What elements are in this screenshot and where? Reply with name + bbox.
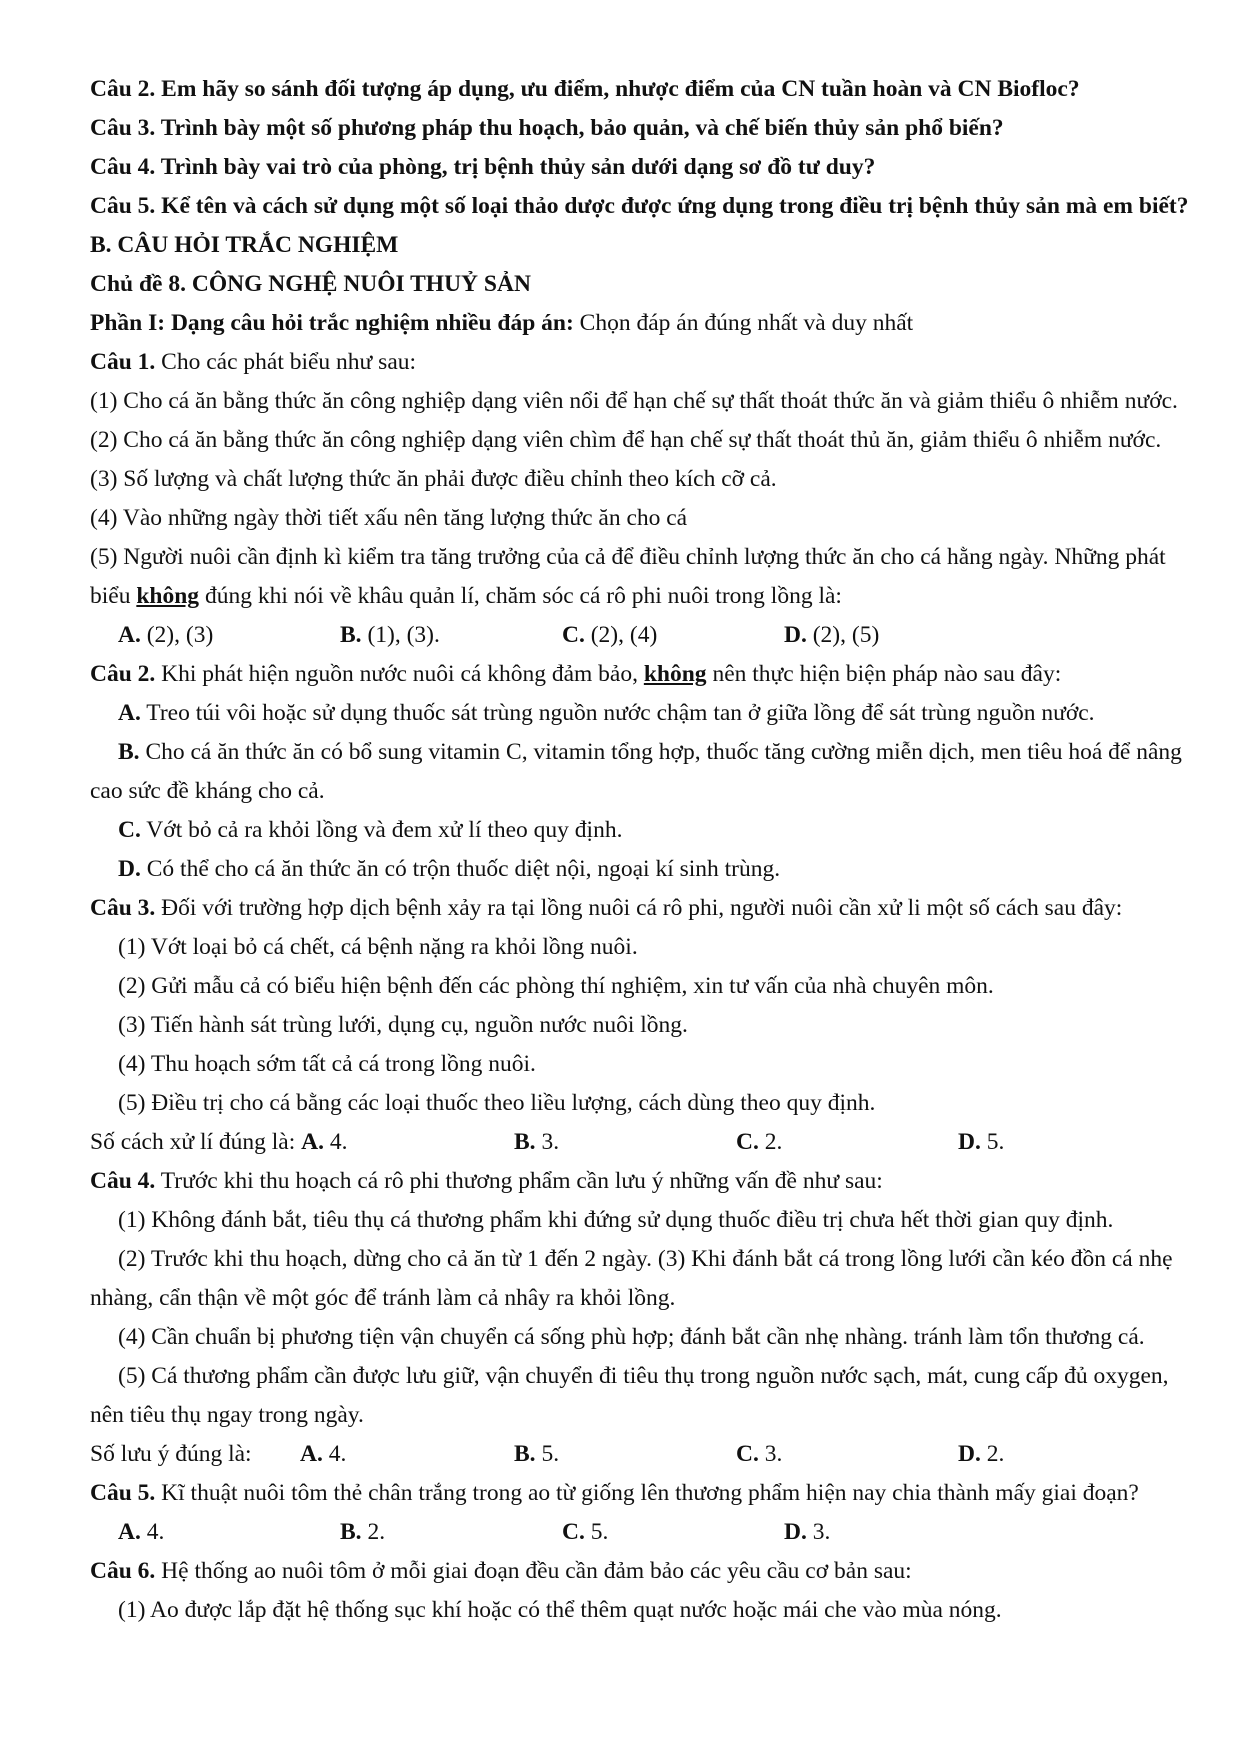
option-text: Cho cá ăn thức ăn có bổ sung vitamin C, vitamin tổng hợp, thuốc tăng cường miễn dịch, men tiêu hoá để nâng — [139, 739, 1182, 765]
option-key: D. — [784, 1519, 807, 1545]
option-b[interactable] — [514, 1435, 736, 1474]
question-1-statement — [90, 577, 1190, 616]
question-1-statement: (4) Vào những ngày thời tiết xấu nên tăng lượng thức ăn cho cá — [90, 505, 688, 531]
option-d[interactable] — [784, 616, 879, 655]
option-key: A. — [118, 1519, 141, 1545]
option-text: 2. — [361, 1519, 386, 1545]
option-c[interactable] — [90, 811, 1190, 850]
question-4-statement: (5) Cá thương phẩm cần được lưu giữ, vận chuyển đi tiêu thụ trong nguồn nước sạch, mát, cung cấp đủ oxygen, — [118, 1363, 1169, 1389]
option-key: B. — [514, 1129, 536, 1155]
question-5-number: Câu 5. — [90, 1480, 156, 1506]
question-1-number: Câu 1. — [90, 349, 156, 375]
option-d[interactable] — [958, 1435, 1004, 1474]
option-text: Treo túi vôi hoặc sử dụng thuốc sát trùng nguồn nước chậm tan ở giữa lồng để sát trùng nguồn nước. — [140, 700, 1095, 726]
option-key: B. — [514, 1441, 536, 1467]
option-d[interactable] — [90, 850, 1190, 889]
open-question-2: Câu 2. Em hãy so sánh đối tượng áp dụng, ưu điểm, nhược điểm của CN tuần hoàn và CN Biofloc? — [90, 76, 1080, 102]
question-4-statement: (4) Cần chuẩn bị phương tiện vận chuyển cá sống phù hợp; đánh bắt cần nhẹ nhàng. tránh làm tổn thương cá. — [118, 1324, 1145, 1350]
option-key: C. — [562, 1519, 585, 1545]
question-1-text: Cho các phát biểu như sau: — [155, 349, 417, 375]
option-a[interactable] — [90, 1123, 514, 1162]
option-b[interactable] — [514, 1123, 736, 1162]
option-key: B. — [340, 1519, 362, 1545]
option-text: (2), (4) — [584, 622, 658, 648]
option-text: (2), (3) — [140, 622, 214, 648]
option-text: 5. — [535, 1441, 560, 1467]
question-4-statement: (2) Trước khi thu hoạch, dừng cho cả ăn từ 1 đến 2 ngày. (3) Khi đánh bắt cá trong lồng lưới cần kéo đồn cá nhẹ — [118, 1246, 1173, 1272]
option-text: 5. — [584, 1519, 609, 1545]
question-3-number: Câu 3. — [90, 895, 156, 921]
option-b[interactable] — [340, 616, 562, 655]
question-4-number: Câu 4. — [90, 1168, 156, 1194]
option-text: (1), (3). — [361, 622, 440, 648]
option-key: D. — [784, 622, 807, 648]
option-key: B. — [340, 622, 362, 648]
question-6-stem — [90, 1552, 1190, 1591]
text-span: biểu — [90, 583, 137, 609]
negation-word: không — [643, 661, 707, 687]
question-2-number: Câu 2. — [90, 661, 156, 687]
option-key: C. — [736, 1129, 759, 1155]
option-a[interactable] — [118, 1513, 340, 1552]
question-3-statement: (1) Vớt loại bỏ cá chết, cá bệnh nặng ra khỏi lồng nuôi. — [118, 934, 638, 960]
option-text: 2. — [758, 1129, 783, 1155]
option-a[interactable] — [118, 616, 340, 655]
part-label: Phần I: Dạng câu hỏi trắc nghiệm nhiều đáp án: — [90, 310, 574, 336]
option-text: (2), (5) — [806, 622, 880, 648]
option-text: Vớt bỏ cả ra khỏi lồng và đem xử lí theo quy định. — [140, 817, 623, 843]
option-text: 2. — [980, 1441, 1005, 1467]
question-6-number: Câu 6. — [90, 1558, 156, 1584]
option-key: A. — [118, 700, 141, 726]
section-heading: B. CÂU HỎI TRẮC NGHIỆM — [90, 232, 399, 258]
option-b[interactable] — [340, 1513, 562, 1552]
option-text: 4. — [322, 1441, 347, 1467]
option-d[interactable] — [958, 1123, 1004, 1162]
question-1-statement: (3) Số lượng và chất lượng thức ăn phải được điều chỉnh theo kích cỡ cả. — [90, 466, 777, 492]
question-4-statement: (1) Không đánh bắt, tiêu thụ cá thương phẩm khi đứng sử dụng thuốc điều trị chưa hết thời gian quy định. — [118, 1207, 1114, 1233]
question-4-statement-continued: nên tiêu thụ ngay trong ngày. — [90, 1402, 364, 1428]
question-3-text: Đối với trường hợp dịch bệnh xảy ra tại lồng nuôi cá rô phi, người nuôi cần xử li một số cách sau đây: — [155, 895, 1123, 921]
part-heading — [90, 304, 1190, 343]
option-text: 3. — [806, 1519, 831, 1545]
question-4-text: Trước khi thu hoạch cá rô phi thương phẩm cần lưu ý những vấn đề như sau: — [155, 1168, 883, 1194]
option-text: 5. — [980, 1129, 1005, 1155]
question-1-statement: (5) Người nuôi cần định kì kiểm tra tăng trưởng của cả để điều chỉnh lượng thức ăn cho cá hằng ngày. Những phát — [90, 544, 1166, 570]
question-1-options — [90, 616, 1190, 655]
question-1-statement: (1) Cho cá ăn bằng thức ăn công nghiệp dạng viên nổi để hạn chế sự thất thoát thức ăn và giảm thiểu ô nhiễm nước. — [90, 388, 1178, 414]
option-key: D. — [118, 856, 141, 882]
options-lead: Số cách xử lí đúng là: — [90, 1129, 302, 1155]
option-key: C. — [118, 817, 141, 843]
option-key: A. — [300, 1441, 323, 1467]
question-6-statement: (1) Ao được lắp đặt hệ thống sục khí hoặc có thể thêm quạt nước hoặc mái che vào mùa nóng. — [118, 1597, 1002, 1623]
document-page — [90, 70, 1190, 1630]
question-5-options — [90, 1513, 1190, 1552]
question-2-stem — [90, 655, 1190, 694]
option-a[interactable] — [300, 1435, 514, 1474]
option-key: A. — [301, 1129, 325, 1155]
option-b-continued: cao sức đề kháng cho cả. — [90, 778, 325, 804]
question-3-statement: (2) Gửi mẫu cả có biểu hiện bệnh đến các phòng thí nghiệm, xin tư vấn của nhà chuyên môn. — [118, 973, 994, 999]
option-c[interactable] — [562, 616, 784, 655]
option-key: A. — [118, 622, 141, 648]
option-key: D. — [958, 1441, 981, 1467]
question-3-stem — [90, 889, 1190, 928]
option-c[interactable] — [736, 1123, 958, 1162]
option-key: C. — [736, 1441, 759, 1467]
option-text: 4. — [140, 1519, 165, 1545]
text-span: nên thực hiện biện pháp nào sau đây: — [706, 661, 1062, 687]
option-text: Có thể cho cá ăn thức ăn có trộn thuốc diệt nội, ngoại kí sinh trùng. — [140, 856, 781, 882]
topic-heading: Chủ đề 8. CÔNG NGHỆ NUÔI THUỶ SẢN — [90, 271, 531, 297]
option-a[interactable] — [90, 694, 1190, 733]
option-d[interactable] — [784, 1513, 830, 1552]
question-3-options — [90, 1123, 1190, 1162]
question-3-statement: (3) Tiến hành sát trùng lưới, dụng cụ, nguồn nước nuôi lồng. — [118, 1012, 688, 1038]
text-span: Khi phát hiện nguồn nước nuôi cá không đảm bảo, — [155, 661, 644, 687]
question-3-statement: (5) Điều trị cho cá bằng các loại thuốc theo liều lượng, cách dùng theo quy định. — [118, 1090, 876, 1116]
option-key: C. — [562, 622, 585, 648]
option-c[interactable] — [736, 1435, 958, 1474]
part-instruction: Chọn đáp án đúng nhất và duy nhất — [573, 310, 914, 336]
question-5-stem — [90, 1474, 1190, 1513]
option-b[interactable] — [90, 733, 1190, 772]
question-6-text: Hệ thống ao nuôi tôm ở mỗi giai đoạn đều cần đảm bảo các yêu cầu cơ bản sau: — [155, 1558, 912, 1584]
option-text: 3. — [535, 1129, 560, 1155]
question-5-text: Kĩ thuật nuôi tôm thẻ chân trắng trong ao từ giống lên thương phẩm hiện nay chia thành mấy giai đoạn? — [155, 1480, 1139, 1506]
open-question-3: Câu 3. Trình bày một số phương pháp thu hoạch, bảo quản, và chế biến thủy sản phổ biến? — [90, 115, 1004, 141]
text-span: đúng khi nói về khâu quản lí, chăm sóc cá rô phi nuôi trong lồng là: — [199, 583, 842, 609]
question-4-options — [90, 1435, 1190, 1474]
question-4-statement-continued: nhàng, cẩn thận về một góc để tránh làm cả nhây ra khỏi lồng. — [90, 1285, 676, 1311]
options-lead: Số lưu ý đúng là: — [90, 1441, 252, 1467]
question-1-statement: (2) Cho cá ăn bằng thức ăn công nghiệp dạng viên chìm để hạn chế sự thất thoát thủ ăn, giảm thiểu ô nhiễm nước. — [90, 427, 1162, 453]
question-4-stem — [90, 1162, 1190, 1201]
open-question-4: Câu 4. Trình bày vai trò của phòng, trị bệnh thủy sản dưới dạng sơ đồ tư duy? — [90, 154, 876, 180]
option-text: 4. — [324, 1129, 348, 1155]
question-1-stem — [90, 343, 1190, 382]
negation-word: không — [136, 583, 200, 609]
question-3-statement: (4) Thu hoạch sớm tất cả cá trong lồng nuôi. — [118, 1051, 536, 1077]
option-text: 3. — [758, 1441, 783, 1467]
option-c[interactable] — [562, 1513, 784, 1552]
open-question-5: Câu 5. Kể tên và cách sử dụng một số loại thảo dược được ứng dụng trong điều trị bệnh thủy sản mà em biết? — [90, 193, 1189, 219]
option-key: B. — [118, 739, 140, 765]
option-key: D. — [958, 1129, 981, 1155]
